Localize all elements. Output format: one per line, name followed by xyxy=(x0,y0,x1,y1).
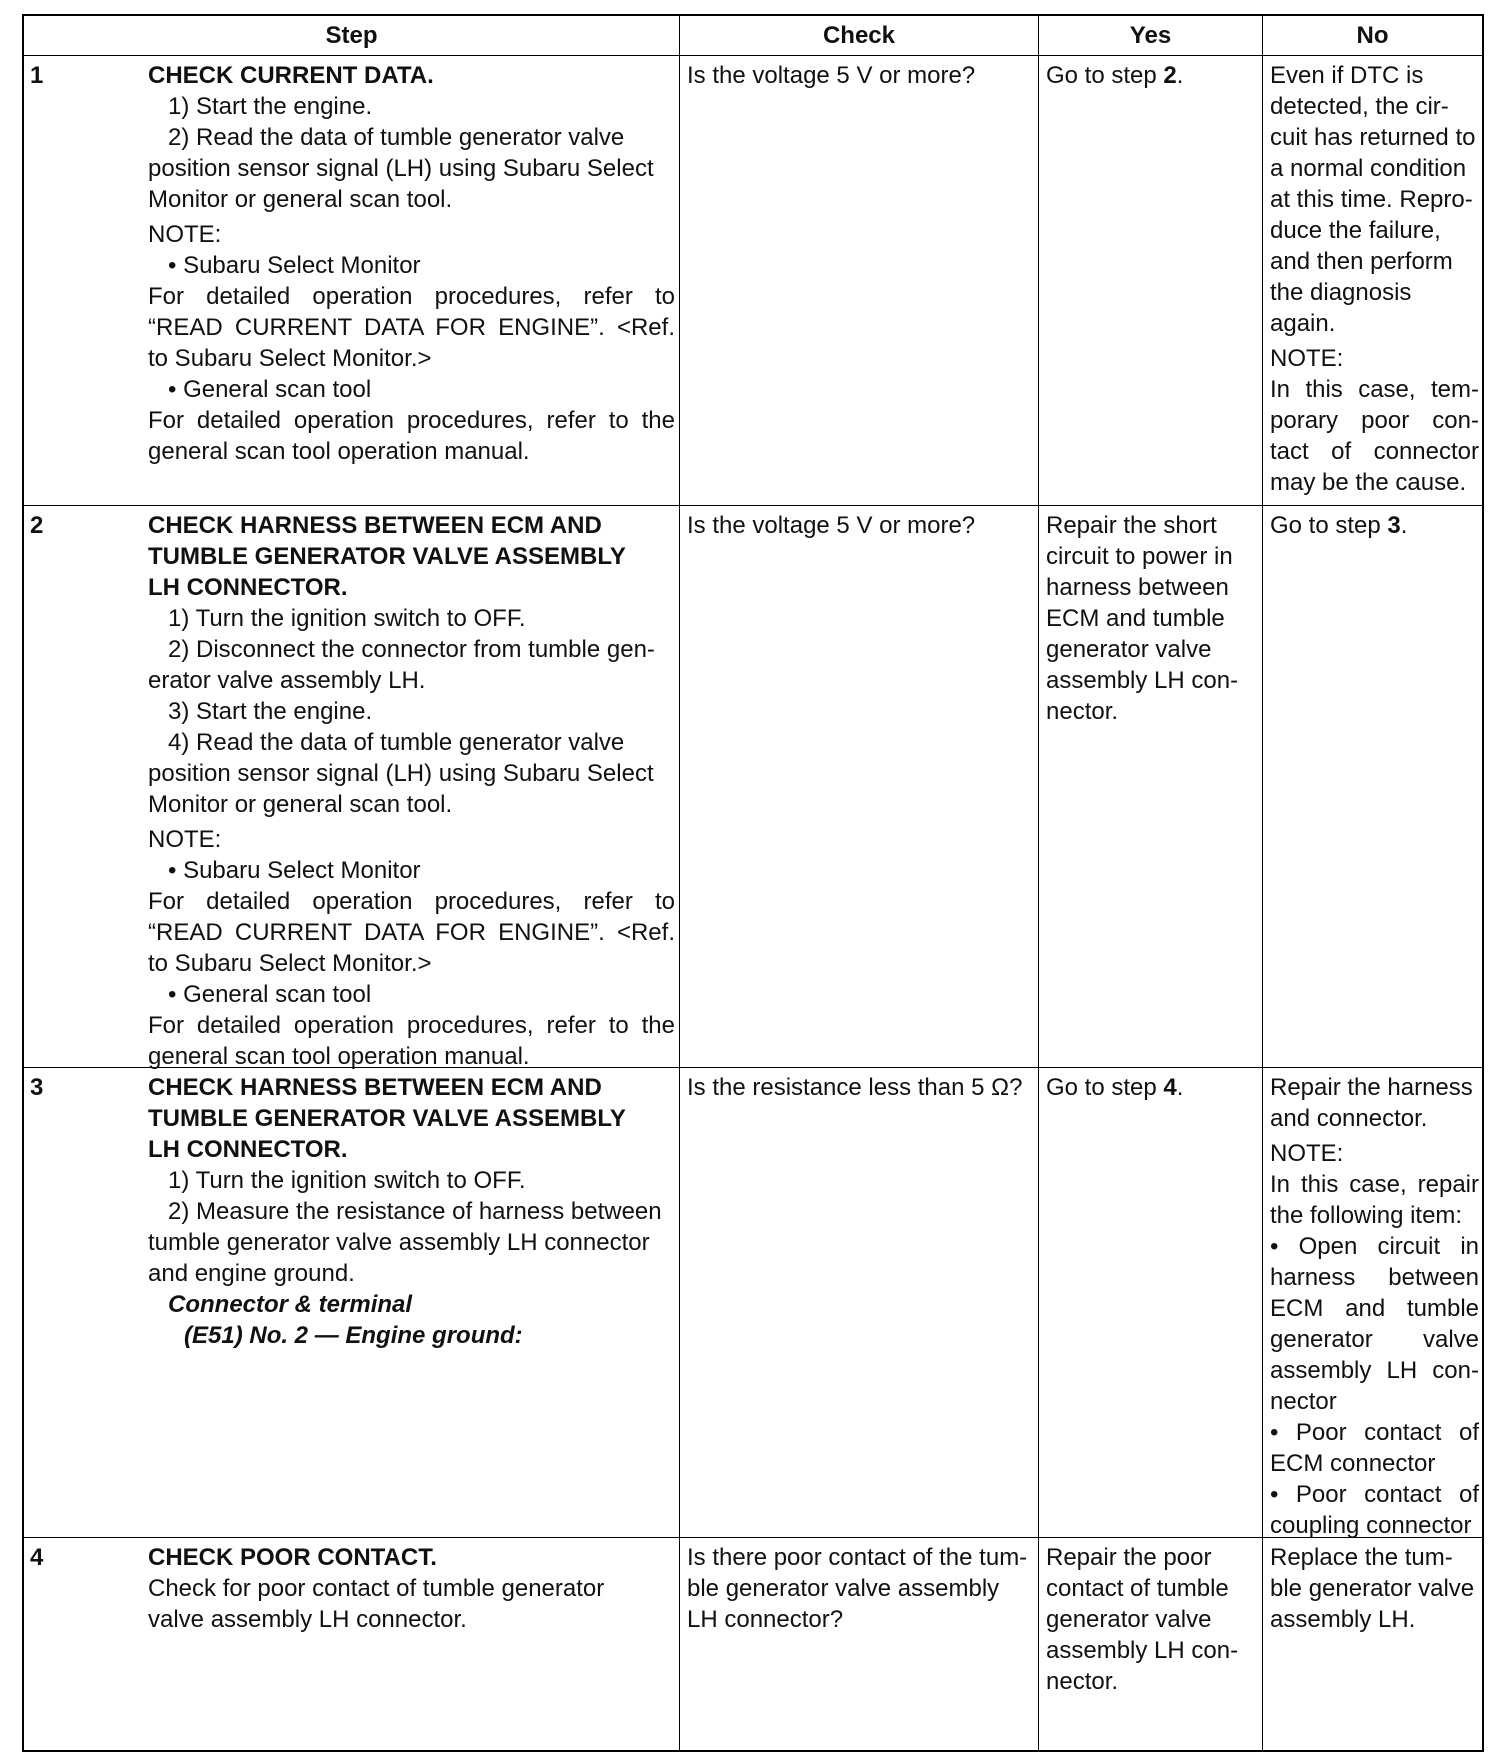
yes-text: ECM and tumble xyxy=(1046,605,1225,632)
note-text: In this case, tem- xyxy=(1270,376,1479,403)
step-instruction: 2) Read the data of tumble generator valve xyxy=(168,124,625,151)
step-instruction: 1) Turn the ignition switch to OFF. xyxy=(168,605,526,632)
no-text: Replace the tum- xyxy=(1270,1544,1453,1571)
note-text: may be the cause. xyxy=(1270,469,1467,496)
yes-text: nector. xyxy=(1046,1668,1119,1695)
step-ref: 3 xyxy=(1387,512,1401,539)
note-text: coupling connector xyxy=(1270,1512,1472,1539)
no-text: . xyxy=(1400,512,1408,539)
bullet-item: • Poor contact of xyxy=(1270,1419,1479,1446)
yes-cell xyxy=(1038,56,1262,505)
yes-text: Repair the poor xyxy=(1046,1544,1212,1571)
no-cell xyxy=(1262,1538,1482,1750)
yes-action xyxy=(1046,60,1259,91)
step-title: CHECK CURRENT DATA. xyxy=(148,62,434,89)
step-instruction: and engine ground. xyxy=(148,1260,355,1287)
check-cell xyxy=(679,1538,1038,1750)
step-instruction: 4) Read the data of tumble generator valve xyxy=(168,729,625,756)
no-text: the diagnosis xyxy=(1270,279,1412,306)
no-text: Even if DTC is xyxy=(1270,62,1424,89)
yes-text: nector. xyxy=(1046,698,1119,725)
step-ref: 2 xyxy=(1163,62,1177,89)
diagnostic-table xyxy=(22,14,1484,1752)
terminal-spec: (E51) No. 2 — Engine ground: xyxy=(184,1322,523,1349)
yes-text: generator valve xyxy=(1046,636,1212,663)
note-text: assembly LH con- xyxy=(1270,1357,1479,1384)
note-text: to Subaru Select Monitor.> xyxy=(148,950,432,977)
yes-text: assembly LH con- xyxy=(1046,1637,1239,1664)
step-instruction: 1) Turn the ignition switch to OFF. xyxy=(168,1167,526,1194)
step-instruction: Check for poor contact of tumble generator xyxy=(148,1575,605,1602)
no-text: assembly LH. xyxy=(1270,1606,1416,1633)
yes-text: . xyxy=(1176,62,1184,89)
step-instruction: 3) Start the engine. xyxy=(168,698,373,725)
step-instruction: Monitor or general scan tool. xyxy=(148,186,453,213)
step-instruction: 1) Start the engine. xyxy=(168,93,373,120)
step-cell xyxy=(24,56,679,505)
no-text: Repair the harness xyxy=(1270,1074,1473,1101)
yes-text: . xyxy=(1176,1074,1184,1101)
header-yes: Yes xyxy=(1038,16,1262,55)
note-label: NOTE: xyxy=(148,826,222,853)
note-text: “READ CURRENT DATA FOR ENGINE”. <Ref. xyxy=(148,314,675,341)
no-cell xyxy=(1262,1068,1482,1537)
note-text: generator valve xyxy=(1270,1326,1479,1353)
bullet-item: • Subaru Select Monitor xyxy=(168,857,421,884)
no-text: detected, the cir- xyxy=(1270,93,1449,120)
bullet-item: • Subaru Select Monitor xyxy=(168,252,421,279)
no-text: ble generator valve xyxy=(1270,1575,1475,1602)
yes-text: Go to step xyxy=(1046,1074,1164,1101)
step-title: LH CONNECTOR. xyxy=(148,1136,348,1163)
table-row-step-4 xyxy=(24,1538,1482,1750)
step-title: CHECK HARNESS BETWEEN ECM AND xyxy=(148,1074,602,1101)
yes-text: Go to step xyxy=(1046,62,1164,89)
no-text: again. xyxy=(1270,310,1336,337)
yes-action xyxy=(1046,1072,1259,1103)
step-ref: 4 xyxy=(1163,1074,1177,1101)
step-number: 1 xyxy=(30,62,44,89)
step-instruction: valve assembly LH connector. xyxy=(148,1606,467,1633)
no-text: cuit has returned to xyxy=(1270,124,1476,151)
step-instruction: 2) Measure the resistance of harness between xyxy=(168,1198,662,1225)
check-cell xyxy=(679,1068,1038,1537)
bullet-item: • General scan tool xyxy=(168,981,372,1008)
note-text: to Subaru Select Monitor.> xyxy=(148,345,432,372)
header-no: No xyxy=(1262,16,1482,55)
step-cell xyxy=(24,1068,679,1537)
check-question: LH connector? xyxy=(687,1606,844,1633)
step-number: 2 xyxy=(30,512,44,539)
yes-text: contact of tumble xyxy=(1046,1575,1229,1602)
check-question: ble generator valve assembly xyxy=(687,1575,1000,1602)
step-number: 4 xyxy=(30,1544,44,1571)
no-text: duce the failure, xyxy=(1270,217,1441,244)
table-row-step-3 xyxy=(24,1068,1482,1538)
yes-cell xyxy=(1038,506,1262,1067)
bullet-item: • Open circuit in xyxy=(1270,1233,1479,1260)
yes-cell xyxy=(1038,1538,1262,1750)
note-label: NOTE: xyxy=(1270,345,1344,372)
step-title: TUMBLE GENERATOR VALVE ASSEMBLY xyxy=(148,1105,626,1132)
step-title: CHECK HARNESS BETWEEN ECM AND xyxy=(148,512,602,539)
step-instruction: position sensor signal (LH) using Subaru Select xyxy=(148,155,654,182)
header-step: Step xyxy=(325,22,378,49)
yes-text: Repair the short xyxy=(1046,512,1217,539)
header-check: Check xyxy=(679,16,1038,55)
note-text: For detailed operation procedures, refer to xyxy=(148,888,675,915)
yes-cell xyxy=(1038,1068,1262,1537)
connector-terminal-label: Connector & terminal xyxy=(168,1291,413,1318)
no-text: and connector. xyxy=(1270,1105,1428,1132)
note-text: For detailed operation procedures, refer to the xyxy=(148,407,675,434)
check-question: Is the voltage 5 V or more? xyxy=(687,62,976,89)
no-text: a normal condition xyxy=(1270,155,1467,182)
check-question: Is the resistance less than 5 Ω? xyxy=(687,1074,1023,1101)
step-number: 3 xyxy=(30,1074,44,1101)
check-question: Is there poor contact of the tum- xyxy=(687,1544,1028,1571)
note-text: In this case, repair xyxy=(1270,1171,1479,1198)
note-text: general scan tool operation manual. xyxy=(148,1043,530,1070)
check-cell xyxy=(679,506,1038,1067)
step-title: CHECK POOR CONTACT. xyxy=(148,1544,437,1571)
note-text: harness between xyxy=(1270,1264,1479,1291)
check-question: Is the voltage 5 V or more? xyxy=(687,512,976,539)
step-title: TUMBLE GENERATOR VALVE ASSEMBLY xyxy=(148,543,626,570)
yes-text: assembly LH con- xyxy=(1046,667,1239,694)
step-instruction: Monitor or general scan tool. xyxy=(148,791,453,818)
no-text: and then perform xyxy=(1270,248,1453,275)
note-label: NOTE: xyxy=(148,221,222,248)
yes-text: circuit to power in xyxy=(1046,543,1233,570)
note-text: For detailed operation procedures, refer to the xyxy=(148,1012,675,1039)
step-instruction: 2) Disconnect the connector from tumble gen- xyxy=(168,636,655,663)
note-label: NOTE: xyxy=(1270,1140,1344,1167)
yes-text: generator valve xyxy=(1046,1606,1212,1633)
note-text: For detailed operation procedures, refer to xyxy=(148,283,675,310)
note-text: the following item: xyxy=(1270,1202,1463,1229)
note-text: ECM connector xyxy=(1270,1450,1436,1477)
yes-text: harness between xyxy=(1046,574,1229,601)
no-text: at this time. Repro- xyxy=(1270,186,1473,213)
table-header xyxy=(24,16,1482,56)
no-text: Go to step xyxy=(1270,512,1388,539)
bullet-item: • General scan tool xyxy=(168,376,372,403)
note-text: “READ CURRENT DATA FOR ENGINE”. <Ref. xyxy=(148,919,675,946)
check-cell xyxy=(679,56,1038,505)
no-cell xyxy=(1262,56,1482,505)
step-instruction: erator valve assembly LH. xyxy=(148,667,426,694)
no-action xyxy=(1270,510,1479,541)
note-text: ECM and tumble xyxy=(1270,1295,1479,1322)
no-cell xyxy=(1262,506,1482,1067)
step-title: LH CONNECTOR. xyxy=(148,574,348,601)
note-text: tact of connector xyxy=(1270,438,1479,465)
table-row-step-2 xyxy=(24,506,1482,1068)
note-text: porary poor con- xyxy=(1270,407,1479,434)
note-text: general scan tool operation manual. xyxy=(148,438,530,465)
table-row-step-1 xyxy=(24,56,1482,506)
bullet-item: • Poor contact of xyxy=(1270,1481,1479,1508)
step-cell xyxy=(24,1538,679,1750)
note-text: nector xyxy=(1270,1388,1337,1415)
step-cell xyxy=(24,506,679,1070)
step-instruction: position sensor signal (LH) using Subaru Select xyxy=(148,760,654,787)
step-instruction: tumble generator valve assembly LH connector xyxy=(148,1229,650,1256)
